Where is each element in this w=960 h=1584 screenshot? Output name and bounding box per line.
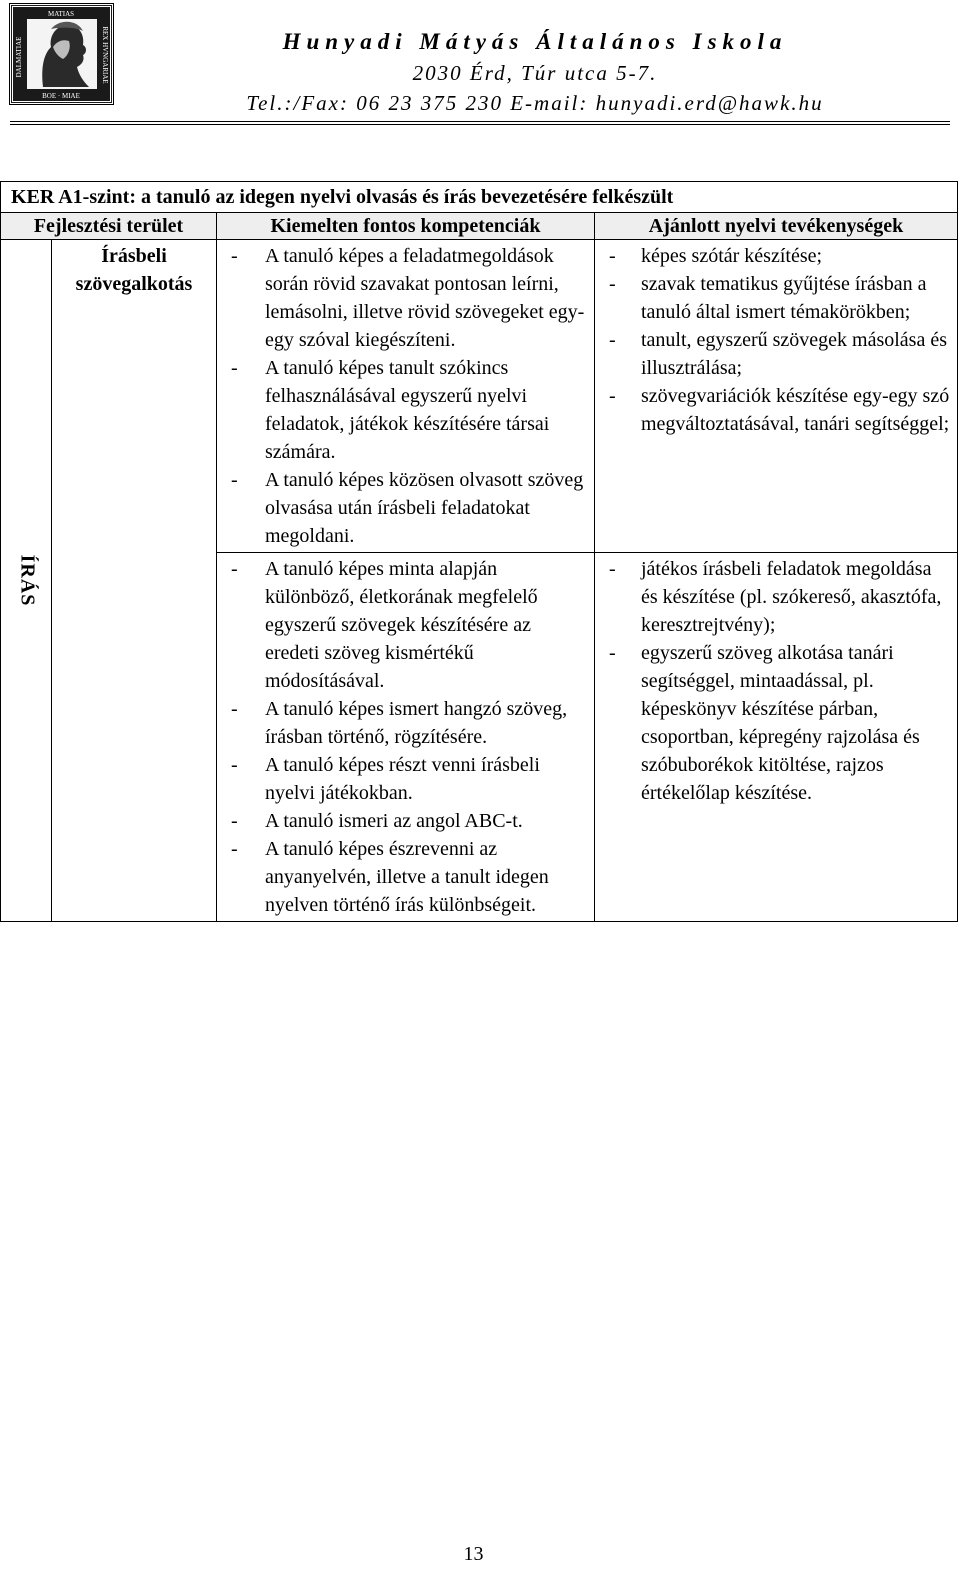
svg-text:DALMATIAE: DALMATIAE bbox=[15, 36, 23, 78]
activities-list-2 bbox=[595, 553, 957, 809]
list-dash: - bbox=[231, 838, 238, 860]
svg-text:MATIAS: MATIAS bbox=[47, 10, 75, 18]
list-dash: - bbox=[609, 273, 616, 295]
competencies-list-1 bbox=[217, 240, 594, 552]
school-crest-portrait-icon bbox=[13, 7, 110, 101]
list-dash: - bbox=[231, 754, 238, 776]
school-logo bbox=[10, 4, 113, 104]
list-item bbox=[605, 555, 951, 639]
list-item bbox=[227, 695, 588, 751]
page-number: 13 bbox=[463, 1543, 484, 1565]
school-contact: Tel.:/Fax: 06 23 375 230 E-mail: hunyadi.erd@hawk.hu bbox=[246, 91, 824, 115]
skill-side-label-cell bbox=[1, 240, 52, 922]
list-item-text: képes szótár készítése; bbox=[641, 245, 823, 267]
activities-block-1 bbox=[595, 240, 958, 553]
activities-list-1 bbox=[595, 240, 957, 440]
list-item-text: szövegvariációk készítése egy-egy szó megváltoztatásával, tanári segítséggel; bbox=[641, 385, 950, 435]
list-item bbox=[227, 751, 588, 807]
list-item-text: egyszerű szöveg alkotása tanári segítséggel, mintaadással, pl. képeskönyv készítése párban, csoportban, képregény rajzolása és szóbuborékok kitöltése, rajzos értékelőlap készítése. bbox=[641, 642, 920, 804]
list-item-text: A tanuló képes ismert hangzó szöveg, írásban történő, rögzítésére. bbox=[265, 698, 568, 748]
competency-table bbox=[0, 181, 958, 922]
column-header-activities: Ajánlott nyelvi tevékenységek bbox=[595, 213, 958, 240]
competencies-block-2 bbox=[217, 553, 595, 922]
list-item-text: A tanuló képes tanult szókincs felhasználásával egyszerű nyelvi feladatok, játékok készítésére társai számára. bbox=[265, 357, 550, 463]
school-address: 2030 Érd, Túr utca 5-7. bbox=[412, 61, 658, 85]
list-item-text: A tanuló képes észrevenni az anyanyelvén, illetve a tanult idegen nyelven történő írás különbségeit. bbox=[265, 838, 549, 916]
list-dash: - bbox=[609, 385, 616, 407]
list-item-text: tanult, egyszerű szövegek másolása és illusztrálása; bbox=[641, 329, 948, 379]
list-item bbox=[227, 807, 588, 835]
list-dash: - bbox=[609, 245, 616, 267]
list-item-text: A tanuló képes részt venni írásbeli nyelvi játékokban. bbox=[265, 754, 540, 804]
letterhead-rule bbox=[10, 121, 950, 125]
list-item bbox=[605, 382, 951, 438]
list-item bbox=[605, 270, 951, 326]
list-dash: - bbox=[231, 810, 238, 832]
list-item-text: A tanuló képes közösen olvasott szöveg olvasása után írásbeli feladatokat megoldani. bbox=[265, 469, 584, 547]
list-dash: - bbox=[231, 698, 238, 720]
school-name: Hunyadi Mátyás Általános Iskola bbox=[282, 29, 788, 54]
column-header-competencies: Kiemelten fontos kompetenciák bbox=[217, 213, 595, 240]
development-area-cell bbox=[52, 240, 217, 922]
list-item bbox=[227, 242, 588, 354]
list-item bbox=[227, 555, 588, 695]
list-item bbox=[227, 835, 588, 919]
letterhead bbox=[120, 26, 950, 118]
list-dash: - bbox=[231, 469, 238, 491]
list-dash: - bbox=[231, 357, 238, 379]
list-item bbox=[227, 354, 588, 466]
table-title: KER A1-szint: a tanuló az idegen nyelvi olvasás és írás bevezetésére felkészült bbox=[1, 182, 958, 213]
competencies-list-2 bbox=[217, 553, 594, 921]
column-header-area: Fejlesztési terület bbox=[1, 213, 217, 240]
list-item-text: A tanuló ismeri az angol ABC-t. bbox=[265, 810, 523, 832]
skill-side-label: ÍRÁS bbox=[16, 554, 39, 607]
list-item bbox=[605, 326, 951, 382]
list-dash: - bbox=[231, 245, 238, 267]
list-dash: - bbox=[609, 329, 616, 351]
list-item bbox=[605, 639, 951, 807]
list-dash: - bbox=[231, 558, 238, 580]
svg-text:BOE · MIAE: BOE · MIAE bbox=[42, 92, 80, 100]
competencies-block-1 bbox=[217, 240, 595, 553]
list-item bbox=[605, 242, 951, 270]
development-area-line1: Írásbeli bbox=[101, 245, 167, 267]
svg-text:REX HVNGARIAE: REX HVNGARIAE bbox=[101, 26, 109, 84]
list-dash: - bbox=[609, 558, 616, 580]
list-dash: - bbox=[609, 642, 616, 664]
list-item-text: szavak tematikus gyűjtése írásban a tanuló által ismert témakörökben; bbox=[641, 273, 927, 323]
activities-block-2 bbox=[595, 553, 958, 922]
list-item-text: A tanuló képes minta alapján különböző, életkorának megfelelő egyszerű szövegek készítésére az eredeti szöveg kismértékű módosításával. bbox=[265, 558, 538, 692]
list-item bbox=[227, 466, 588, 550]
list-item-text: játékos írásbeli feladatok megoldása és készítése (pl. szókereső, akasztófa, keresztrejtvény); bbox=[641, 558, 942, 636]
list-item-text: A tanuló képes a feladatmegoldások során rövid szavakat pontosan leírni, lemásolni, illetve rövid szövegeket egy-egy szóval kiegészíteni. bbox=[265, 245, 585, 351]
development-area-line2: szövegalkotás bbox=[75, 273, 193, 295]
